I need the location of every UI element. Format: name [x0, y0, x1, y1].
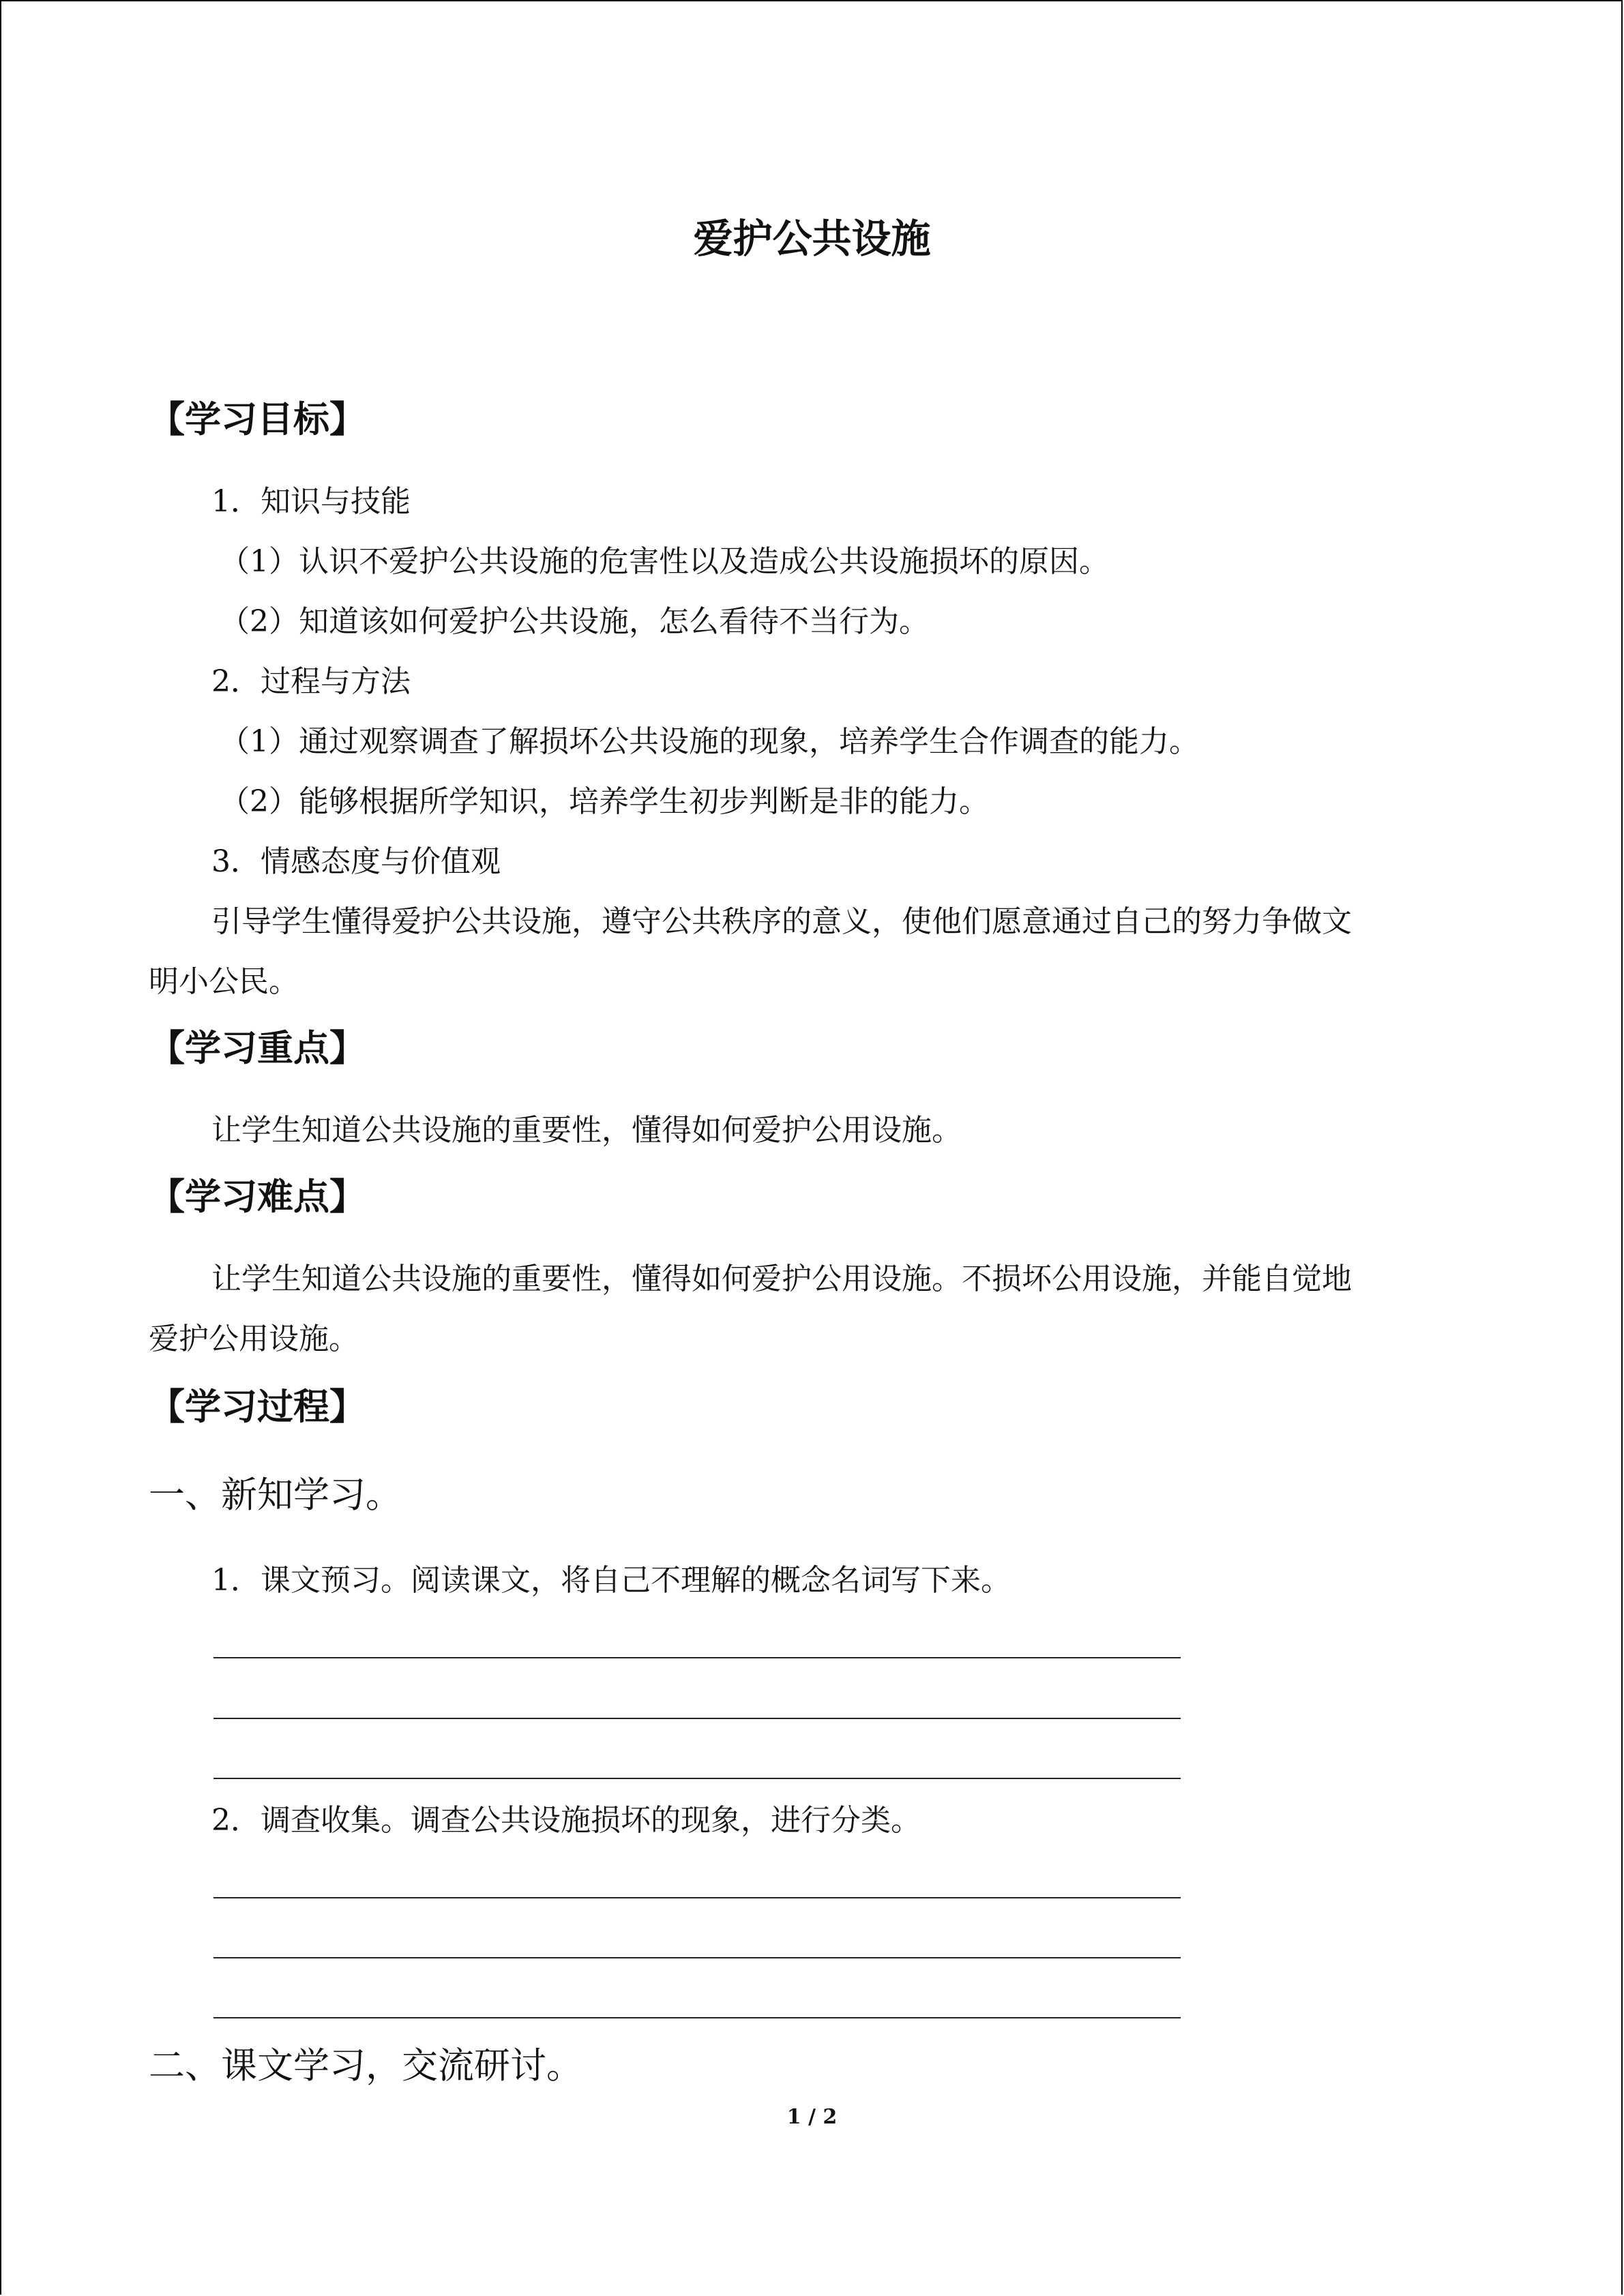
part-one-heading: 一、新知学习。	[149, 1474, 402, 1516]
answer-line	[213, 1657, 1181, 1658]
objective-paragraph-line: 明小公民。	[149, 964, 299, 999]
objective-item: （2）知道该如何爱护公共设施，怎么看待不当行为。	[220, 604, 929, 639]
process-heading: 【学习过程】	[149, 1386, 366, 1428]
answer-line	[213, 1957, 1181, 1958]
objective-item: 1．知识与技能	[211, 484, 411, 519]
difficulties-text-line: 让学生知道公共设施的重要性，懂得如何爱护公用设施。不损坏公用设施，并能自觉地	[211, 1262, 1352, 1296]
page-number: 1 / 2	[786, 2105, 838, 2129]
key-points-heading: 【学习重点】	[149, 1027, 366, 1069]
objective-item: （2）能够根据所学知识，培养学生初步判断是非的能力。	[220, 784, 989, 819]
task-one-text: 1．课文预习。阅读课文，将自己不理解的概念名词写下来。	[211, 1563, 1011, 1598]
answer-line	[213, 1718, 1181, 1719]
document-title: 爱护公共设施	[693, 215, 931, 262]
difficulties-heading: 【学习难点】	[149, 1176, 366, 1218]
objectives-heading: 【学习目标】	[149, 398, 366, 441]
objective-item: 2．过程与方法	[211, 664, 411, 699]
objective-paragraph-line: 引导学生懂得爱护公共设施，遵守公共秩序的意义，使他们愿意通过自己的努力争做文	[211, 904, 1352, 939]
objective-item: 3．情感态度与价值观	[211, 844, 501, 879]
part-two-heading: 二、课文学习，交流研讨。	[149, 2045, 582, 2087]
answer-line	[213, 1897, 1181, 1898]
difficulties-text-line: 爱护公用设施。	[149, 1322, 359, 1356]
objective-item: （1）通过观察调查了解损坏公共设施的现象，培养学生合作调查的能力。	[220, 724, 1199, 759]
key-points-text: 让学生知道公共设施的重要性，懂得如何爱护公用设施。	[211, 1113, 962, 1148]
answer-line	[213, 1778, 1181, 1779]
task-two-text: 2．调查收集。调查公共设施损坏的现象，进行分类。	[211, 1803, 921, 1838]
objective-item: （1）认识不爱护公共设施的危害性以及造成公共设施损坏的原因。	[220, 544, 1109, 579]
answer-line	[213, 2017, 1181, 2018]
